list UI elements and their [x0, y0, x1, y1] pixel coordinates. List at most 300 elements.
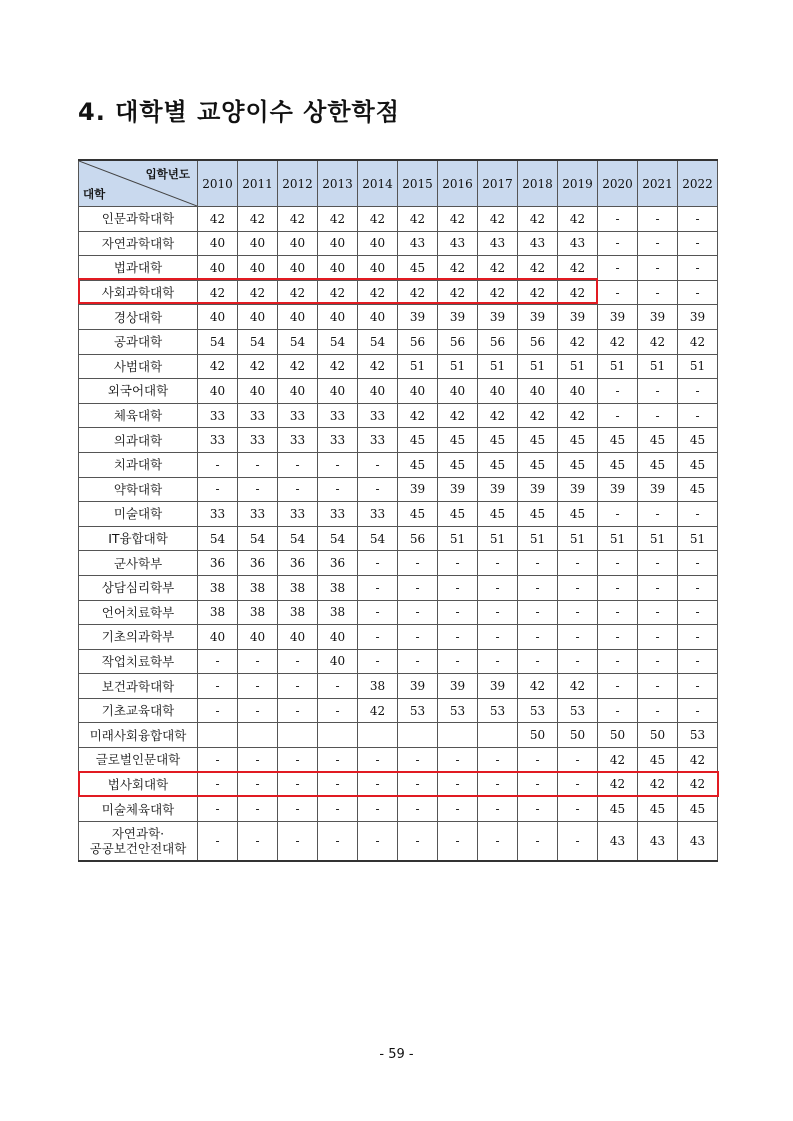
credit-cell: 53 — [478, 698, 518, 723]
credit-cell: 54 — [318, 526, 358, 551]
credit-cell: - — [318, 452, 358, 477]
credit-cell: 42 — [238, 354, 278, 379]
credit-cell: 38 — [198, 600, 238, 625]
credit-cell: 53 — [518, 698, 558, 723]
credit-cell: 45 — [678, 428, 718, 453]
credit-cell: - — [278, 797, 318, 822]
credit-cell: 42 — [678, 772, 718, 797]
credit-cell: 45 — [598, 428, 638, 453]
table-row — [79, 649, 718, 674]
credit-cell: 40 — [198, 625, 238, 650]
credit-cell: 40 — [278, 379, 318, 404]
credit-cell: 45 — [438, 452, 478, 477]
credit-cell: 40 — [238, 625, 278, 650]
credit-cell: - — [558, 772, 598, 797]
credit-cell: 42 — [478, 403, 518, 428]
credit-cell: - — [558, 797, 598, 822]
credit-cell: 42 — [198, 354, 238, 379]
table-row — [79, 477, 718, 502]
credit-cell: - — [198, 698, 238, 723]
credit-cell: 38 — [318, 600, 358, 625]
credit-cell: 42 — [558, 207, 598, 232]
credit-cell: 40 — [518, 379, 558, 404]
credit-cell: - — [678, 207, 718, 232]
credit-cell: 40 — [278, 256, 318, 281]
credit-cell: - — [358, 797, 398, 822]
credit-cell: 53 — [678, 723, 718, 748]
table-corner-cell — [79, 160, 198, 207]
college-name-cell: 공과대학 — [79, 329, 198, 354]
credit-cell: - — [558, 625, 598, 650]
credit-cell: - — [318, 748, 358, 773]
credit-cell: 42 — [478, 280, 518, 305]
credit-cell: - — [638, 625, 678, 650]
credit-cell: 40 — [278, 305, 318, 330]
credit-cell: 56 — [398, 329, 438, 354]
credit-cell: 33 — [318, 428, 358, 453]
credit-cell: 42 — [358, 354, 398, 379]
credit-cell: - — [438, 575, 478, 600]
credit-cell: 51 — [598, 354, 638, 379]
credit-cell: - — [318, 797, 358, 822]
year-header: 2021 — [638, 160, 678, 207]
credit-cell: 40 — [198, 256, 238, 281]
credit-cell: 33 — [278, 428, 318, 453]
credit-cell: - — [478, 575, 518, 600]
credit-cell: 33 — [238, 428, 278, 453]
college-name-cell: 법과대학 — [79, 256, 198, 281]
credit-cell: - — [478, 821, 518, 861]
table-row — [79, 231, 718, 256]
college-name-cell: IT융합대학 — [79, 526, 198, 551]
credit-cell: - — [678, 674, 718, 699]
credit-cell: 42 — [558, 256, 598, 281]
credit-cell: - — [358, 821, 398, 861]
credit-cell: 40 — [318, 379, 358, 404]
credit-cell: - — [238, 797, 278, 822]
credit-cell: - — [678, 551, 718, 576]
credit-cell: - — [278, 649, 318, 674]
credit-cell: 42 — [198, 207, 238, 232]
credit-cell: 51 — [638, 526, 678, 551]
credit-cell: - — [238, 821, 278, 861]
credit-cell: 56 — [478, 329, 518, 354]
credit-cell: 45 — [518, 428, 558, 453]
credit-cell: 43 — [598, 821, 638, 861]
credit-cell: 39 — [398, 674, 438, 699]
credit-cell: 39 — [678, 305, 718, 330]
credit-cell: 42 — [318, 354, 358, 379]
credit-cell: - — [318, 772, 358, 797]
year-header: 2010 — [198, 160, 238, 207]
college-name-cell: 사범대학 — [79, 354, 198, 379]
table-row — [79, 502, 718, 527]
credit-cell: 40 — [238, 379, 278, 404]
credit-cell: 53 — [558, 698, 598, 723]
credit-cell: 45 — [598, 452, 638, 477]
credit-cell: 33 — [198, 502, 238, 527]
year-header: 2014 — [358, 160, 398, 207]
credit-cell: - — [278, 772, 318, 797]
college-name-cell: 기초의과학부 — [79, 625, 198, 650]
credit-cell: 51 — [478, 526, 518, 551]
college-name-cell: 자연과학· 공공보건안전대학 — [79, 821, 198, 861]
credit-cell: 45 — [518, 502, 558, 527]
college-name-cell: 군사학부 — [79, 551, 198, 576]
credit-cell: - — [678, 600, 718, 625]
credit-cell: - — [638, 379, 678, 404]
credit-cell: 42 — [278, 280, 318, 305]
credit-cell: 42 — [558, 329, 598, 354]
credit-cell: - — [438, 797, 478, 822]
credit-cell: - — [278, 452, 318, 477]
credit-cell: 33 — [278, 502, 318, 527]
college-name-cell: 인문과학대학 — [79, 207, 198, 232]
credit-cell: - — [638, 256, 678, 281]
credit-cell: - — [598, 231, 638, 256]
credit-cell: 45 — [478, 452, 518, 477]
credit-cell: - — [678, 256, 718, 281]
credit-cell: 50 — [598, 723, 638, 748]
credit-cell: - — [198, 821, 238, 861]
college-name-cell: 작업치료학부 — [79, 649, 198, 674]
credit-cell: - — [278, 477, 318, 502]
credit-cell: 40 — [198, 305, 238, 330]
credit-cell: - — [518, 600, 558, 625]
credit-cell: 51 — [518, 526, 558, 551]
credit-cell: - — [438, 748, 478, 773]
credit-cell: - — [478, 797, 518, 822]
credit-cell: - — [598, 625, 638, 650]
year-header: 2016 — [438, 160, 478, 207]
credit-cell: - — [478, 551, 518, 576]
credit-cell: 33 — [238, 502, 278, 527]
college-name-cell: 경상대학 — [79, 305, 198, 330]
credit-cell: 33 — [198, 428, 238, 453]
year-header: 2019 — [558, 160, 598, 207]
credit-cell: 40 — [278, 231, 318, 256]
credit-cell: - — [558, 600, 598, 625]
table-row — [79, 748, 718, 773]
credit-cell: 40 — [198, 379, 238, 404]
credit-cell: - — [598, 551, 638, 576]
credit-cell: - — [278, 821, 318, 861]
credit-cell: 45 — [398, 428, 438, 453]
credit-cell: 40 — [318, 256, 358, 281]
credit-cell: 51 — [438, 354, 478, 379]
credit-cell: 42 — [398, 280, 438, 305]
credit-cell: 38 — [278, 575, 318, 600]
credit-cell: 42 — [518, 674, 558, 699]
credit-cell: - — [318, 674, 358, 699]
credit-cell: - — [438, 625, 478, 650]
credit-cell: - — [358, 625, 398, 650]
credit-cell: - — [558, 551, 598, 576]
college-name-cell: 미래사회융합대학 — [79, 723, 198, 748]
credit-cell: 54 — [358, 329, 398, 354]
credit-cell: - — [238, 698, 278, 723]
credit-cell: 42 — [438, 280, 478, 305]
credit-cell: 42 — [278, 354, 318, 379]
credit-cell: 51 — [678, 526, 718, 551]
credit-cell: 43 — [638, 821, 678, 861]
credit-cell: - — [518, 649, 558, 674]
credit-cell: - — [438, 551, 478, 576]
table-row — [79, 772, 718, 797]
credit-cell: - — [638, 600, 678, 625]
credit-cell: - — [478, 748, 518, 773]
credit-cell: - — [638, 575, 678, 600]
credit-cell: 43 — [478, 231, 518, 256]
college-name-cell: 글로벌인문대학 — [79, 748, 198, 773]
credit-cell: - — [638, 207, 678, 232]
credit-cell: 45 — [678, 477, 718, 502]
credit-cell: 42 — [238, 207, 278, 232]
credit-cell: 43 — [558, 231, 598, 256]
credit-cell: 45 — [638, 797, 678, 822]
credit-cell: 38 — [278, 600, 318, 625]
credit-cell: 42 — [638, 772, 678, 797]
credit-cell: 51 — [678, 354, 718, 379]
credit-cell: 42 — [438, 256, 478, 281]
credit-cell: - — [518, 821, 558, 861]
credit-cell: 36 — [238, 551, 278, 576]
credit-cell: 33 — [318, 403, 358, 428]
credit-cell: 42 — [558, 674, 598, 699]
college-name-cell: 의과대학 — [79, 428, 198, 453]
credit-cell: - — [398, 600, 438, 625]
credit-cell: - — [198, 477, 238, 502]
credit-cell: - — [358, 649, 398, 674]
credit-cell: - — [598, 502, 638, 527]
table-row — [79, 256, 718, 281]
table-row — [79, 428, 718, 453]
table-row — [79, 698, 718, 723]
credit-cell: 42 — [678, 329, 718, 354]
credit-cell: 42 — [598, 748, 638, 773]
credit-cell: - — [558, 821, 598, 861]
college-name-cell: 미술체육대학 — [79, 797, 198, 822]
credit-cell — [278, 723, 318, 748]
credit-cell: 56 — [518, 329, 558, 354]
credit-cell: 39 — [558, 305, 598, 330]
corner-label-college: 대학 — [83, 187, 106, 201]
table-row — [79, 797, 718, 822]
credit-cell: - — [278, 748, 318, 773]
credit-cell: - — [638, 231, 678, 256]
credit-cell: - — [438, 772, 478, 797]
credit-cell: 40 — [398, 379, 438, 404]
credit-cell: - — [598, 674, 638, 699]
credit-cell: 39 — [518, 477, 558, 502]
credit-cell: - — [198, 772, 238, 797]
credit-cell: 45 — [558, 502, 598, 527]
credit-cell: - — [198, 452, 238, 477]
credit-cell: 42 — [478, 256, 518, 281]
credit-cell: 54 — [198, 329, 238, 354]
credit-cell: 43 — [518, 231, 558, 256]
credit-cell: 42 — [438, 207, 478, 232]
year-header: 2018 — [518, 160, 558, 207]
credit-cell: 56 — [398, 526, 438, 551]
credit-cell: - — [518, 772, 558, 797]
credit-cell: 42 — [518, 403, 558, 428]
credit-cell: - — [358, 551, 398, 576]
credit-cell: 40 — [238, 231, 278, 256]
college-name-cell: 기초교육대학 — [79, 698, 198, 723]
credit-cell: 33 — [318, 502, 358, 527]
credit-cell: - — [558, 748, 598, 773]
credit-cell — [398, 723, 438, 748]
credit-cell: 40 — [238, 305, 278, 330]
credit-cell: - — [238, 477, 278, 502]
credit-cell: 54 — [278, 526, 318, 551]
credit-cell: 36 — [278, 551, 318, 576]
credit-cell: 42 — [558, 280, 598, 305]
college-name-cell: 사회과학대학 — [79, 280, 198, 305]
credit-cell: 45 — [398, 256, 438, 281]
credit-cell: 54 — [238, 329, 278, 354]
credit-cell: 42 — [598, 329, 638, 354]
college-name-cell: 체육대학 — [79, 403, 198, 428]
credit-cell: 42 — [398, 403, 438, 428]
credit-cell: - — [198, 649, 238, 674]
credit-cell: 39 — [478, 674, 518, 699]
credit-cell: 54 — [358, 526, 398, 551]
credit-cell: 45 — [598, 797, 638, 822]
credit-cell: 39 — [438, 305, 478, 330]
credit-cell: 51 — [558, 526, 598, 551]
credit-cell: - — [518, 575, 558, 600]
credit-cell: 40 — [358, 305, 398, 330]
credit-cell: 40 — [358, 231, 398, 256]
credit-cell: 54 — [318, 329, 358, 354]
credit-cell: - — [318, 821, 358, 861]
credit-cell: - — [598, 403, 638, 428]
credit-cell: - — [478, 649, 518, 674]
credit-cell: 42 — [238, 280, 278, 305]
table-row — [79, 526, 718, 551]
college-name-cell: 상담심리학부 — [79, 575, 198, 600]
credit-cell: 39 — [598, 305, 638, 330]
credit-cell: 40 — [438, 379, 478, 404]
table-row — [79, 379, 718, 404]
credit-cell: 36 — [198, 551, 238, 576]
credit-cell: - — [598, 575, 638, 600]
credit-cell: 45 — [398, 502, 438, 527]
credit-cell: 45 — [678, 797, 718, 822]
year-header: 2017 — [478, 160, 518, 207]
credit-cell: 45 — [478, 428, 518, 453]
credit-cell: 50 — [518, 723, 558, 748]
year-header: 2011 — [238, 160, 278, 207]
credit-cell: 40 — [198, 231, 238, 256]
credit-cell: - — [278, 674, 318, 699]
page-title: 4. 대학별 교양이수 상한학점 — [78, 98, 400, 126]
credit-cell: - — [638, 502, 678, 527]
credit-cell: 50 — [638, 723, 678, 748]
table-row — [79, 452, 718, 477]
credit-cell: 40 — [238, 256, 278, 281]
credit-cell: - — [678, 575, 718, 600]
credit-cell: - — [438, 821, 478, 861]
credit-cell: 45 — [638, 748, 678, 773]
year-header: 2020 — [598, 160, 638, 207]
credit-cell — [358, 723, 398, 748]
credit-cell: - — [398, 748, 438, 773]
table-row — [79, 821, 718, 861]
credit-cell: 38 — [318, 575, 358, 600]
table-row — [79, 329, 718, 354]
credit-cell: 40 — [318, 649, 358, 674]
credit-cell: - — [598, 698, 638, 723]
credit-cell: - — [678, 649, 718, 674]
credit-cell: - — [398, 821, 438, 861]
credit-cell: 36 — [318, 551, 358, 576]
credit-cell: - — [358, 477, 398, 502]
credit-cell: 33 — [358, 403, 398, 428]
credit-cell: 45 — [398, 452, 438, 477]
table-row — [79, 280, 718, 305]
table-row — [79, 354, 718, 379]
credit-cell: - — [398, 772, 438, 797]
credit-cell: - — [198, 797, 238, 822]
credit-cell: 53 — [438, 698, 478, 723]
credit-cell: 53 — [398, 698, 438, 723]
credit-cell: - — [518, 748, 558, 773]
credit-cell: 54 — [238, 526, 278, 551]
credit-cell: - — [238, 452, 278, 477]
credit-cell: 51 — [558, 354, 598, 379]
credit-cell: - — [518, 797, 558, 822]
college-name-cell: 치과대학 — [79, 452, 198, 477]
credit-cell: 42 — [518, 207, 558, 232]
credit-cell: - — [438, 600, 478, 625]
credit-cell: - — [478, 600, 518, 625]
credit-cell: - — [638, 403, 678, 428]
credit-cell: 40 — [358, 379, 398, 404]
credit-cell: 33 — [238, 403, 278, 428]
credit-cell: - — [638, 649, 678, 674]
credit-cell: - — [598, 256, 638, 281]
credit-cell: 40 — [278, 625, 318, 650]
credit-cell: - — [358, 748, 398, 773]
credit-cell: 43 — [398, 231, 438, 256]
credit-cell: - — [398, 575, 438, 600]
credit-cell: 42 — [558, 403, 598, 428]
credit-cell: 39 — [558, 477, 598, 502]
credit-cell: - — [598, 649, 638, 674]
credit-cell: - — [398, 625, 438, 650]
credit-cell: 43 — [678, 821, 718, 861]
credit-cell: - — [478, 625, 518, 650]
credit-cell: - — [238, 772, 278, 797]
credit-cell: 40 — [318, 231, 358, 256]
credit-cell: - — [678, 280, 718, 305]
credit-cell: 38 — [238, 600, 278, 625]
credit-cell: 51 — [398, 354, 438, 379]
credit-cell — [478, 723, 518, 748]
college-name-cell: 법사회대학 — [79, 772, 198, 797]
credit-cell: 54 — [278, 329, 318, 354]
corner-label-year: 입학년도 — [145, 167, 190, 181]
credit-cell: 38 — [238, 575, 278, 600]
credit-cell: - — [598, 379, 638, 404]
credit-cell: - — [638, 551, 678, 576]
credit-cell: - — [678, 502, 718, 527]
credit-cell: 38 — [198, 575, 238, 600]
year-header: 2012 — [278, 160, 318, 207]
